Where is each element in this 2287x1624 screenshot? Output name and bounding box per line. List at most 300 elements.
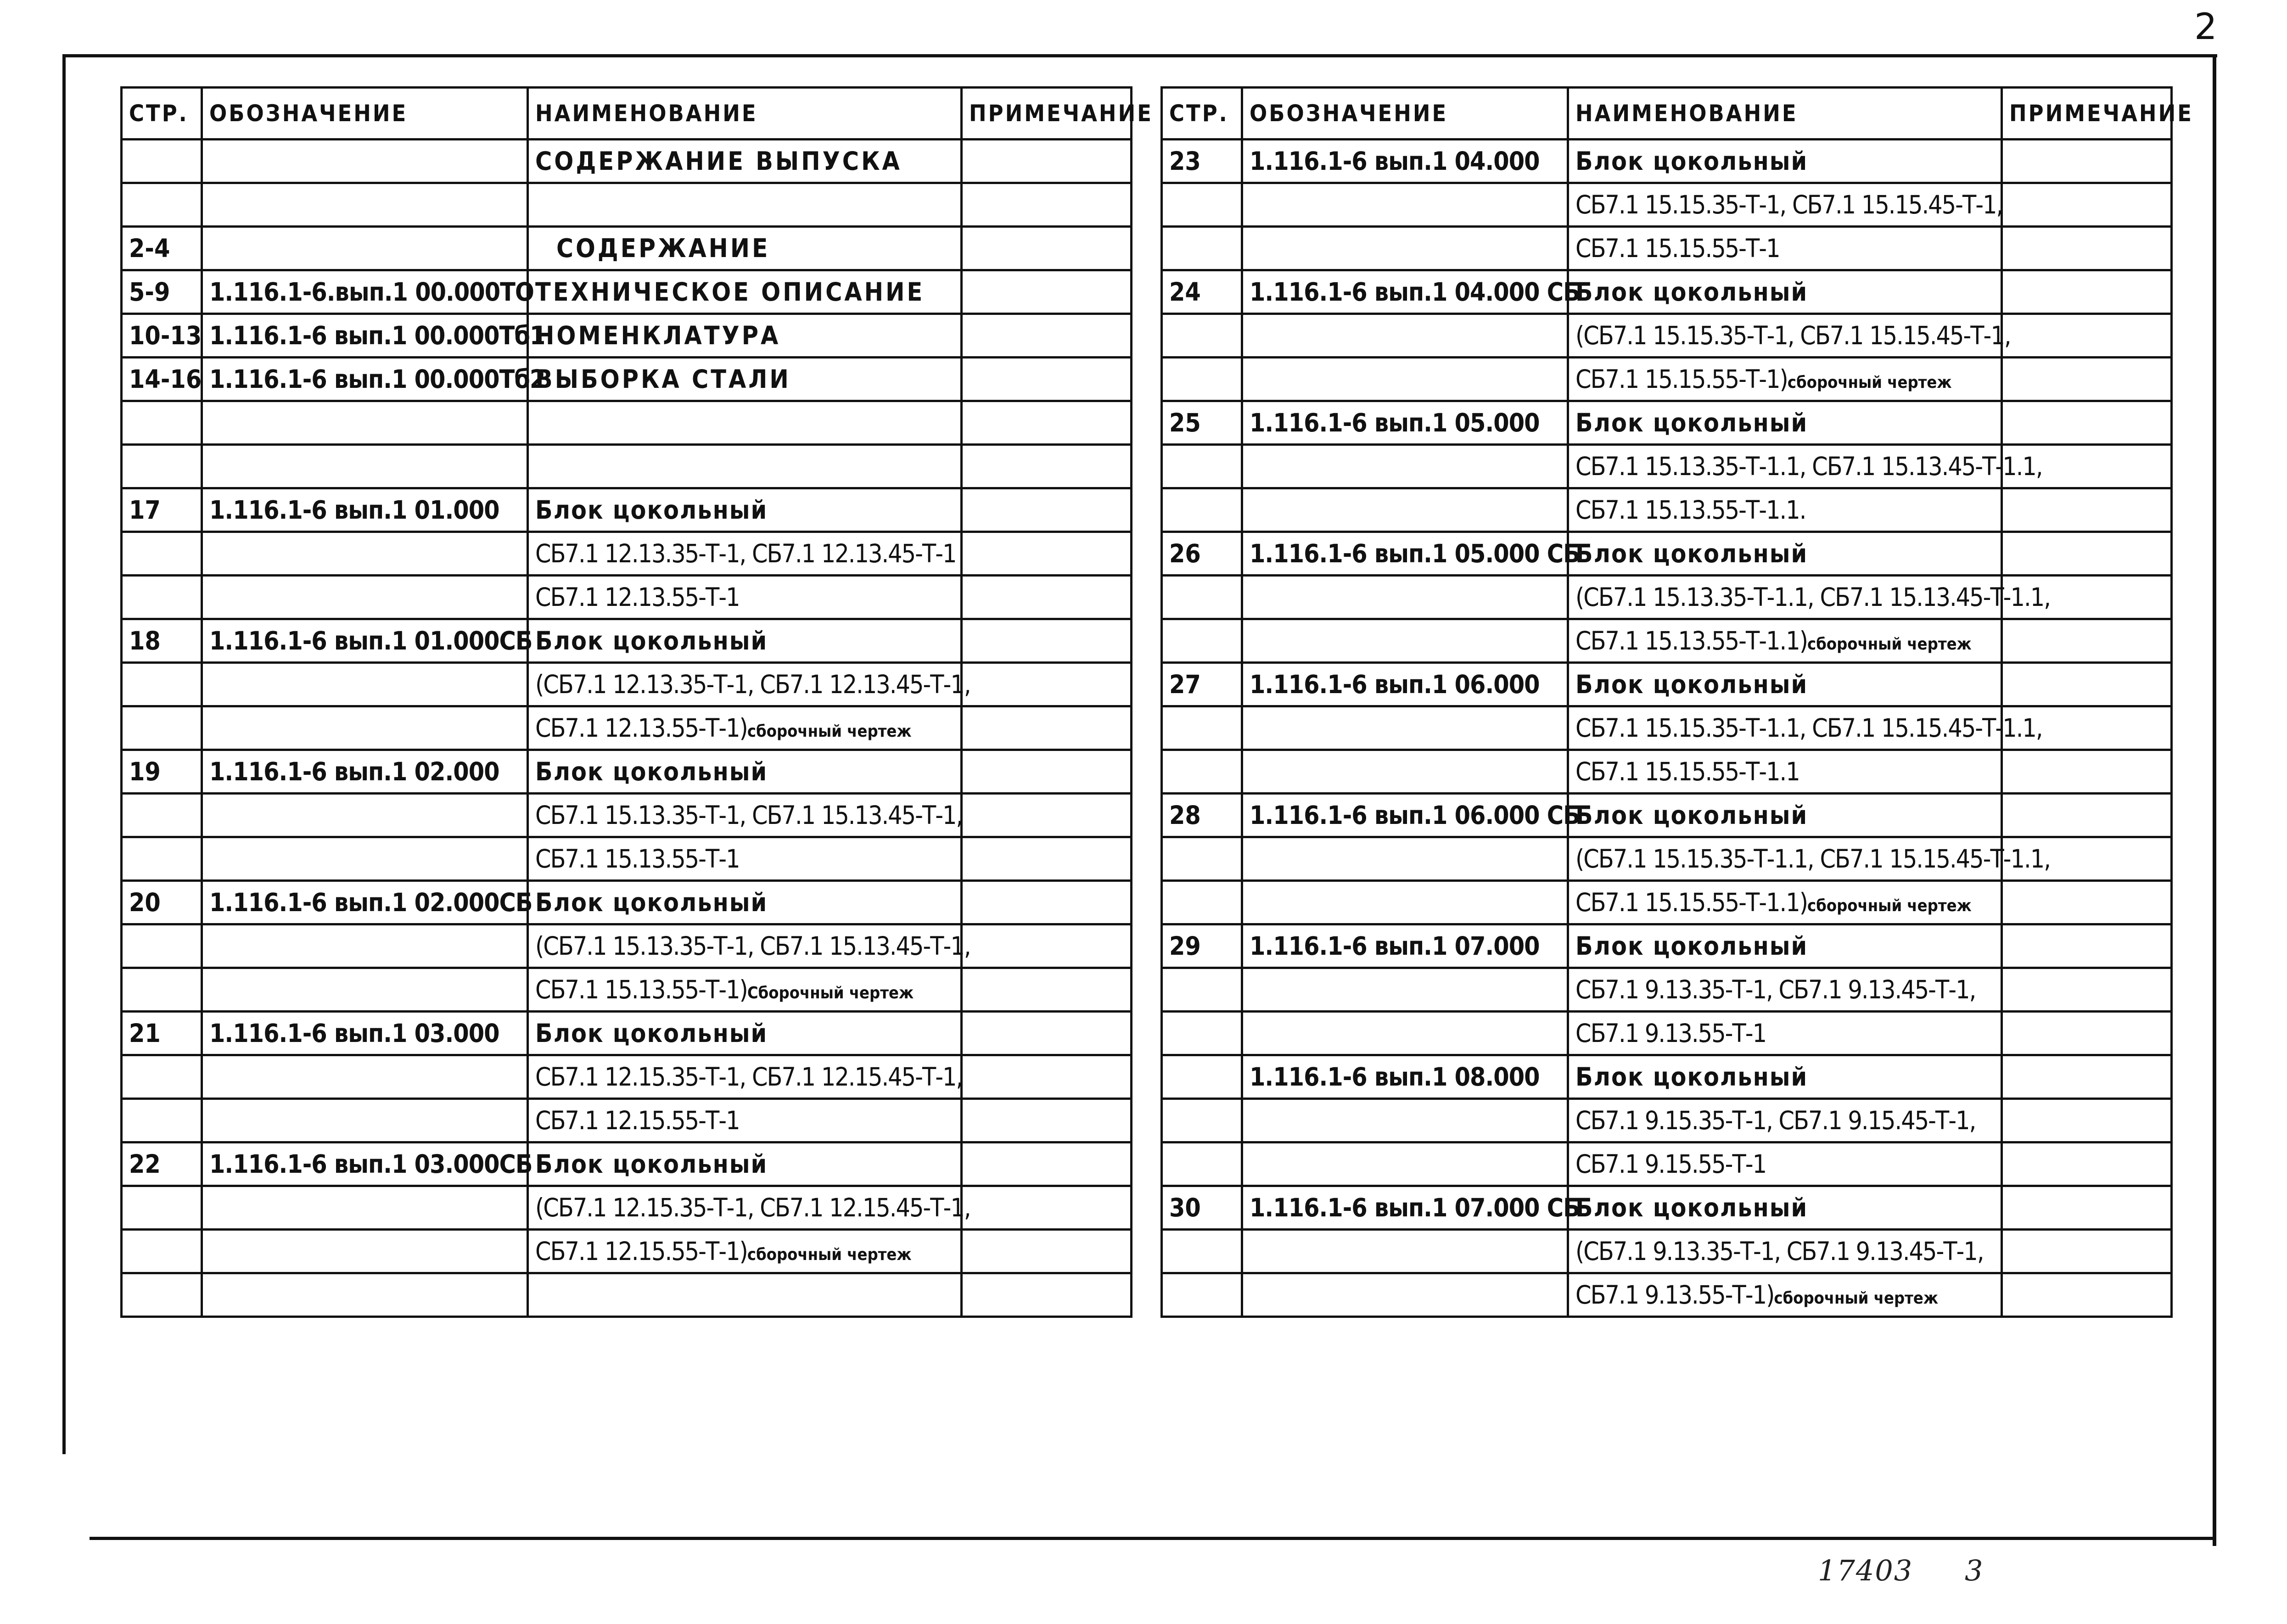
page-cell: 30 xyxy=(1162,1186,1242,1230)
designation-cell xyxy=(202,1055,528,1099)
note-cell xyxy=(962,314,1132,358)
page-cell xyxy=(1162,314,1242,358)
note-cell xyxy=(2002,183,2172,227)
table-row xyxy=(122,1186,1132,1230)
page-cell xyxy=(1162,1099,1242,1142)
header-note: ПРИМЕЧАНИЕ xyxy=(962,88,1132,140)
page-cell xyxy=(1162,576,1242,619)
table-row xyxy=(1162,1273,2172,1317)
designation-cell: 1.116.1-6 вып.1 04.000 xyxy=(1242,140,1568,183)
name-text: СБ7.1 15.13.35-Т-1, СБ7.1 15.13.45-Т-1, xyxy=(535,801,963,830)
name-suffix: Сборочный чертеж xyxy=(747,984,914,1002)
table-row xyxy=(1162,619,2172,663)
note-cell xyxy=(962,1012,1132,1055)
table-row xyxy=(1162,358,2172,401)
designation-cell xyxy=(202,445,528,488)
name-cell xyxy=(528,1273,962,1317)
note-cell xyxy=(962,837,1132,881)
designation-cell: 1.116.1-6 вып.1 00.000Тб1 xyxy=(202,314,528,358)
name-text: (СБ7.1 9.13.35-Т-1, СБ7.1 9.13.45-Т-1, xyxy=(1575,1237,1984,1266)
page-cell xyxy=(122,663,202,706)
page-cell xyxy=(1162,1055,1242,1099)
name-cell xyxy=(1568,924,2002,968)
name-suffix: сборочный чертеж xyxy=(747,722,912,741)
note-cell xyxy=(962,140,1132,183)
page-cell: 26 xyxy=(1162,532,1242,576)
name-text: ТЕХНИЧЕСКОЕ ОПИСАНИЕ xyxy=(535,277,925,307)
note-cell xyxy=(2002,1273,2172,1317)
name-cell xyxy=(528,314,962,358)
name-text: СБ7.1 9.13.55-Т-1) xyxy=(1575,1280,1774,1310)
page-cell xyxy=(122,794,202,837)
designation-cell xyxy=(1242,576,1568,619)
note-cell xyxy=(2002,1230,2172,1273)
page-cell xyxy=(122,1055,202,1099)
designation-cell xyxy=(202,706,528,750)
name-cell xyxy=(528,924,970,968)
designation-cell: 1.116.1-6 вып.1 01.000СБ xyxy=(202,619,528,663)
name-text: СОДЕРЖАНИЕ xyxy=(556,233,770,263)
name-cell xyxy=(528,663,970,706)
name-cell xyxy=(528,837,962,881)
name-cell xyxy=(528,445,962,488)
note-cell xyxy=(962,576,1132,619)
page-cell: 28 xyxy=(1162,794,1242,837)
note-cell xyxy=(2002,488,2172,532)
name-text: СБ7.1 15.15.55-Т-1.1 xyxy=(1575,757,1799,786)
name-text: СБ7.1 15.15.55-Т-1 xyxy=(1575,234,1780,263)
name-suffix: сборочный чертеж xyxy=(1787,373,1952,392)
name-text: Блок цокольный xyxy=(1575,277,1808,307)
table-row xyxy=(1162,706,2172,750)
name-text: Блок цокольный xyxy=(1575,1062,1808,1092)
name-text: СБ7.1 12.15.55-Т-1) xyxy=(535,1237,747,1266)
page-cell xyxy=(122,140,202,183)
note-cell xyxy=(2002,1186,2172,1230)
note-cell xyxy=(962,1142,1132,1186)
name-cell xyxy=(528,576,962,619)
name-text: СБ7.1 15.13.35-Т-1.1, СБ7.1 15.13.45-Т-1.1, xyxy=(1575,452,2042,481)
designation-cell xyxy=(1242,750,1568,794)
table-row xyxy=(1162,314,2172,358)
table-row xyxy=(122,837,1132,881)
table-row xyxy=(1162,1099,2172,1142)
table-row xyxy=(1162,881,2172,924)
name-cell xyxy=(528,968,962,1012)
note-cell xyxy=(2002,663,2172,706)
designation-cell xyxy=(202,837,528,881)
name-text: Блок цокольный xyxy=(1575,146,1808,176)
designation-cell xyxy=(1242,881,1568,924)
name-suffix: сборочный чертеж xyxy=(747,1245,912,1264)
note-cell xyxy=(962,358,1132,401)
designation-cell xyxy=(202,1273,528,1317)
designation-cell xyxy=(1242,1273,1568,1317)
designation-cell xyxy=(202,576,528,619)
note-cell xyxy=(2002,358,2172,401)
note-cell xyxy=(2002,881,2172,924)
name-cell xyxy=(528,750,962,794)
note-cell xyxy=(962,445,1132,488)
name-text: СБ7.1 15.13.55-Т-1) xyxy=(535,975,747,1004)
name-suffix: сборочный чертеж xyxy=(1807,635,1972,654)
name-text: (СБ7.1 12.13.35-Т-1, СБ7.1 12.13.45-Т-1, xyxy=(535,670,970,699)
table-row xyxy=(1162,140,2172,183)
page-cell: 24 xyxy=(1162,270,1242,314)
name-cell xyxy=(1568,140,2002,183)
name-cell xyxy=(1568,358,2002,401)
header-page: СТР. xyxy=(1162,88,1242,140)
designation-cell xyxy=(202,532,528,576)
header-code: ОБОЗНАЧЕНИЕ xyxy=(1242,88,1568,140)
note-cell xyxy=(962,270,1132,314)
table-row xyxy=(122,445,1132,488)
note-cell xyxy=(962,401,1132,445)
name-cell xyxy=(1568,576,2050,619)
page-cell xyxy=(1162,358,1242,401)
designation-cell xyxy=(1242,619,1568,663)
name-text: СБ7.1 12.13.35-Т-1, СБ7.1 12.13.45-Т-1 xyxy=(535,539,956,568)
designation-cell: 1.116.1-6 вып.1 00.000Тб2 xyxy=(202,358,528,401)
note-cell xyxy=(962,1230,1132,1273)
table-row xyxy=(1162,1055,2172,1099)
name-text: Блок цокольный xyxy=(1575,801,1808,830)
designation-cell: 1.116.1-6 вып.1 03.000 xyxy=(202,1012,528,1055)
page-cell xyxy=(1162,1012,1242,1055)
table-row xyxy=(1162,794,2172,837)
name-text: СБ7.1 15.13.55-Т-1.1) xyxy=(1575,626,1808,655)
name-text: Блок цокольный xyxy=(535,1149,768,1179)
table-row xyxy=(122,750,1132,794)
page-cell: 25 xyxy=(1162,401,1242,445)
table-row xyxy=(122,1230,1132,1273)
designation-cell xyxy=(1242,445,1568,488)
note-cell xyxy=(2002,1012,2172,1055)
page-cell xyxy=(122,183,202,227)
table-row xyxy=(122,1273,1132,1317)
name-text: ВЫБОРКА СТАЛИ xyxy=(535,364,791,394)
table-row xyxy=(122,968,1132,1012)
note-cell xyxy=(962,183,1132,227)
name-text: СБ7.1 15.13.55-Т-1.1. xyxy=(1575,495,1806,525)
page-cell xyxy=(1162,1142,1242,1186)
table-row xyxy=(122,488,1132,532)
table-row xyxy=(1162,488,2172,532)
designation-cell xyxy=(202,1186,528,1230)
designation-cell xyxy=(202,794,528,837)
footer-sheet-number: 3 xyxy=(1965,1554,1983,1587)
page-cell xyxy=(122,968,202,1012)
table-row xyxy=(122,1012,1132,1055)
designation-cell: 1.116.1-6 вып.1 08.000 xyxy=(1242,1055,1568,1099)
page-cell xyxy=(122,576,202,619)
page-cell: 18 xyxy=(122,619,202,663)
note-cell xyxy=(2002,1099,2172,1142)
page-cell xyxy=(1162,750,1242,794)
name-cell xyxy=(1568,183,2002,227)
page-cell xyxy=(1162,881,1242,924)
frame-right-line xyxy=(2213,54,2216,1546)
designation-cell xyxy=(1242,1142,1568,1186)
designation-cell xyxy=(1242,488,1568,532)
page-cell xyxy=(1162,183,1242,227)
name-cell xyxy=(1568,706,2042,750)
name-cell xyxy=(528,227,962,270)
frame-bottom-line xyxy=(90,1537,2215,1540)
name-cell xyxy=(1568,1273,2002,1317)
table-row xyxy=(1162,183,2172,227)
table-row xyxy=(122,140,1132,183)
note-cell xyxy=(962,706,1132,750)
name-cell xyxy=(1568,663,2002,706)
frame-top-line xyxy=(64,54,2217,57)
table-row xyxy=(1162,1186,2172,1230)
designation-cell: 1.116.1-6 вып.1 05.000 СБ xyxy=(1242,532,1568,576)
name-cell xyxy=(1568,532,2002,576)
table-row xyxy=(122,227,1132,270)
note-cell xyxy=(2002,1142,2172,1186)
note-cell xyxy=(962,1099,1132,1142)
designation-cell: 1.116.1-6 вып.1 03.000СБ xyxy=(202,1142,528,1186)
table-row xyxy=(122,924,1132,968)
designation-cell xyxy=(202,140,528,183)
note-cell xyxy=(2002,1055,2172,1099)
page-cell xyxy=(1162,619,1242,663)
table-row xyxy=(122,1055,1132,1099)
page-cell xyxy=(1162,227,1242,270)
name-cell xyxy=(1568,968,2002,1012)
table-row xyxy=(1162,750,2172,794)
name-cell xyxy=(1568,314,2011,358)
page-cell: 5-9 xyxy=(122,270,202,314)
table-row xyxy=(1162,837,2172,881)
table-row xyxy=(122,1099,1132,1142)
page-cell: 10-13 xyxy=(122,314,202,358)
name-cell xyxy=(1568,445,2042,488)
note-cell xyxy=(2002,270,2172,314)
designation-cell: 1.116.1-6 вып.1 05.000 xyxy=(1242,401,1568,445)
name-text: (СБ7.1 15.15.35-Т-1.1, СБ7.1 15.15.45-Т-1.1, xyxy=(1575,844,2050,874)
designation-cell xyxy=(202,663,528,706)
page-cell xyxy=(122,1186,202,1230)
page-cell: 21 xyxy=(122,1012,202,1055)
page-cell: 27 xyxy=(1162,663,1242,706)
name-cell xyxy=(1568,401,2002,445)
name-cell xyxy=(1568,837,2050,881)
name-cell xyxy=(1568,750,2002,794)
note-cell xyxy=(2002,968,2172,1012)
name-suffix: сборочный чертеж xyxy=(1807,896,1972,915)
name-text: Блок цокольный xyxy=(1575,1193,1808,1222)
note-cell xyxy=(2002,924,2172,968)
designation-cell xyxy=(202,401,528,445)
note-cell xyxy=(962,1273,1132,1317)
page-cell xyxy=(122,1273,202,1317)
page-cell xyxy=(1162,968,1242,1012)
page-cell xyxy=(122,445,202,488)
name-cell xyxy=(1568,1186,2002,1230)
page-cell: 14-16 xyxy=(122,358,202,401)
designation-cell: 1.116.1-6 вып.1 01.000 xyxy=(202,488,528,532)
table-row xyxy=(1162,227,2172,270)
name-text: СОДЕРЖАНИЕ ВЫПУСКА xyxy=(535,146,902,176)
name-cell xyxy=(1568,794,2002,837)
name-suffix: сборочный чертеж xyxy=(1774,1289,1939,1308)
header-note: ПРИМЕЧАНИЕ xyxy=(2002,88,2172,140)
name-text: (СБ7.1 15.15.35-Т-1, СБ7.1 15.15.45-Т-1, xyxy=(1575,321,2011,350)
note-cell xyxy=(962,750,1132,794)
name-text: СБ7.1 9.13.35-Т-1, СБ7.1 9.13.45-Т-1, xyxy=(1575,975,1976,1004)
header-code: ОБОЗНАЧЕНИЕ xyxy=(202,88,528,140)
name-text: Блок цокольный xyxy=(535,495,768,525)
page-cell xyxy=(1162,1230,1242,1273)
name-cell xyxy=(528,1099,962,1142)
page-cell: 2-4 xyxy=(122,227,202,270)
designation-cell xyxy=(202,924,528,968)
table-row xyxy=(1162,1230,2172,1273)
table-row xyxy=(122,619,1132,663)
table-row xyxy=(122,1142,1132,1186)
note-cell xyxy=(962,619,1132,663)
table-row xyxy=(122,401,1132,445)
designation-cell xyxy=(202,968,528,1012)
page-cell xyxy=(1162,706,1242,750)
table-row xyxy=(1162,532,2172,576)
page-cell xyxy=(1162,1273,1242,1317)
name-cell xyxy=(528,881,962,924)
name-text: (СБ7.1 15.13.35-Т-1, СБ7.1 15.13.45-Т-1, xyxy=(535,931,970,961)
name-text: СБ7.1 15.15.35-Т-1, СБ7.1 15.15.45-Т-1, xyxy=(1575,190,2003,219)
page-cell xyxy=(1162,445,1242,488)
page-cell: 22 xyxy=(122,1142,202,1186)
name-text: (СБ7.1 12.15.35-Т-1, СБ7.1 12.15.45-Т-1, xyxy=(535,1193,970,1222)
table-row xyxy=(1162,401,2172,445)
designation-cell: 1.116.1-6 вып.1 06.000 СБ xyxy=(1242,794,1568,837)
name-text: Блок цокольный xyxy=(1575,539,1808,568)
page-cell xyxy=(122,532,202,576)
header-name: НАИМЕНОВАНИЕ xyxy=(1568,88,2002,140)
designation-cell xyxy=(1242,183,1568,227)
name-text: Блок цокольный xyxy=(535,888,768,917)
header-row xyxy=(122,88,1132,140)
name-text: СБ7.1 15.15.55-Т-1.1) xyxy=(1575,888,1808,917)
note-cell xyxy=(962,1055,1132,1099)
note-cell xyxy=(2002,314,2172,358)
note-cell xyxy=(2002,532,2172,576)
table-row xyxy=(1162,576,2172,619)
header-page: СТР. xyxy=(122,88,202,140)
name-cell xyxy=(1568,881,2002,924)
header-row xyxy=(1162,88,2172,140)
note-cell xyxy=(962,1186,1132,1230)
page-cell: 17 xyxy=(122,488,202,532)
designation-cell xyxy=(1242,837,1568,881)
table-row xyxy=(1162,1142,2172,1186)
table-row xyxy=(1162,445,2172,488)
name-cell xyxy=(528,183,962,227)
note-cell xyxy=(962,663,1132,706)
designation-cell xyxy=(1242,358,1568,401)
name-cell xyxy=(1568,270,2002,314)
table-row xyxy=(1162,968,2172,1012)
name-cell xyxy=(1568,1230,2002,1273)
archive-stamp: 17403 xyxy=(1818,1554,1913,1587)
name-cell xyxy=(528,1012,962,1055)
name-text: Блок цокольный xyxy=(1575,931,1808,961)
designation-cell: 1.116.1-6 вып.1 07.000 СБ xyxy=(1242,1186,1568,1230)
designation-cell xyxy=(1242,968,1568,1012)
table-row xyxy=(122,706,1132,750)
designation-cell xyxy=(202,183,528,227)
name-text: СБ7.1 12.13.55-Т-1 xyxy=(535,582,740,612)
table-row xyxy=(122,663,1132,706)
table-row xyxy=(122,270,1132,314)
name-text: СБ7.1 15.15.55-Т-1) xyxy=(1575,364,1788,394)
note-cell xyxy=(2002,227,2172,270)
designation-cell xyxy=(202,227,528,270)
note-cell xyxy=(962,794,1132,837)
designation-cell xyxy=(1242,1230,1568,1273)
note-cell xyxy=(2002,140,2172,183)
table-row xyxy=(1162,663,2172,706)
name-text: СБ7.1 12.15.35-Т-1, СБ7.1 12.15.45-Т-1, xyxy=(535,1062,963,1092)
table-row xyxy=(1162,1012,2172,1055)
note-cell xyxy=(962,924,1132,968)
name-cell xyxy=(528,358,962,401)
note-cell xyxy=(2002,619,2172,663)
note-cell xyxy=(962,881,1132,924)
table-row xyxy=(122,532,1132,576)
name-text: (СБ7.1 15.13.35-Т-1.1, СБ7.1 15.13.45-Т-1.1, xyxy=(1575,582,2050,612)
name-cell xyxy=(528,619,962,663)
table-row xyxy=(122,881,1132,924)
page-cell xyxy=(122,706,202,750)
page-cell xyxy=(122,837,202,881)
note-cell xyxy=(962,227,1132,270)
designation-cell xyxy=(1242,1012,1568,1055)
name-cell xyxy=(1568,488,2002,532)
name-cell xyxy=(528,1055,962,1099)
designation-cell xyxy=(1242,227,1568,270)
name-text: Блок цокольный xyxy=(535,757,768,786)
designation-cell xyxy=(202,1099,528,1142)
page-cell xyxy=(122,1099,202,1142)
name-cell xyxy=(528,706,962,750)
sheet-number: 2 xyxy=(2194,6,2217,48)
name-text: НОМЕНКЛАТУРА xyxy=(535,321,781,350)
name-cell xyxy=(528,140,962,183)
name-cell xyxy=(1568,1055,2002,1099)
name-cell xyxy=(1568,1142,2002,1186)
name-text: СБ7.1 9.15.55-Т-1 xyxy=(1575,1149,1766,1179)
header-name: НАИМЕНОВАНИЕ xyxy=(528,88,962,140)
name-cell xyxy=(528,532,962,576)
name-cell xyxy=(528,1142,962,1186)
name-text: СБ7.1 9.15.35-Т-1, СБ7.1 9.15.45-Т-1, xyxy=(1575,1106,1976,1135)
name-text: СБ7.1 12.15.55-Т-1 xyxy=(535,1106,740,1135)
name-text: СБ7.1 12.13.55-Т-1) xyxy=(535,713,747,743)
note-cell xyxy=(2002,401,2172,445)
name-text: СБ7.1 15.13.55-Т-1 xyxy=(535,844,740,874)
designation-cell: 1.116.1-6.вып.1 00.000ТО xyxy=(202,270,528,314)
name-cell xyxy=(528,270,962,314)
name-cell xyxy=(528,1230,962,1273)
table-row xyxy=(122,794,1132,837)
designation-cell: 1.116.1-6 вып.1 04.000 СБ xyxy=(1242,270,1568,314)
page-cell xyxy=(122,1230,202,1273)
designation-cell: 1.116.1-6 вып.1 06.000 xyxy=(1242,663,1568,706)
table-row xyxy=(122,183,1132,227)
